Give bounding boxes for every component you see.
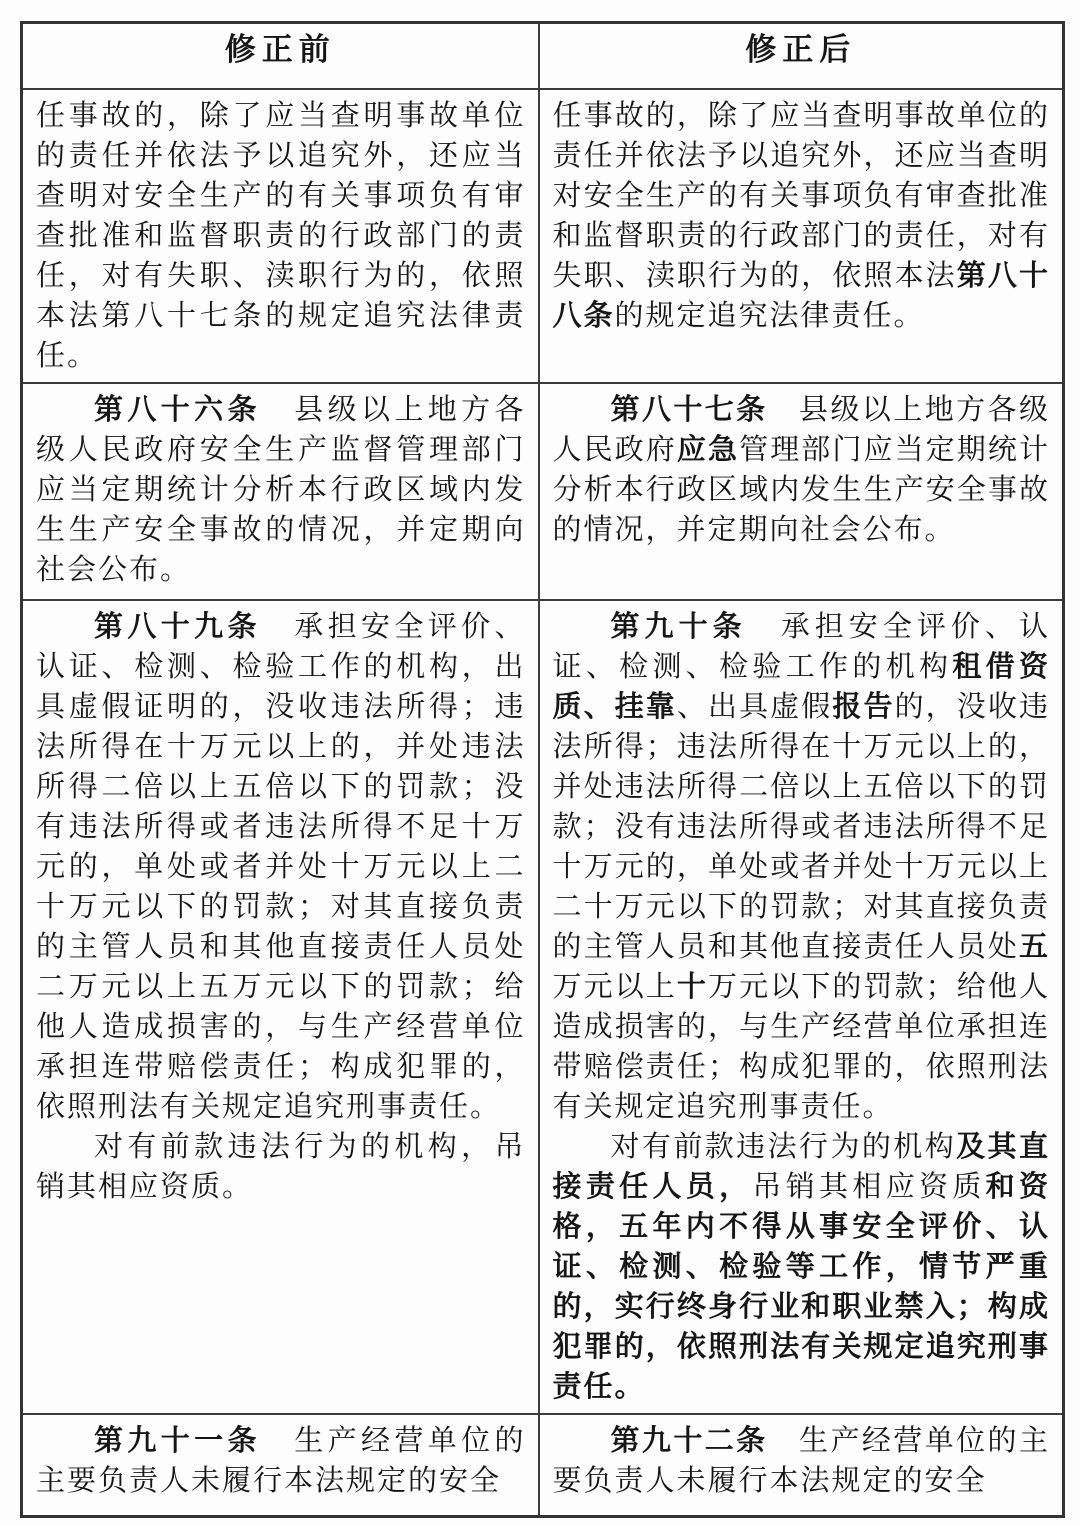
cell-before-row4 [22,1414,539,1517]
body-text: 对有前款违法行为的机构，吊销其相应资质。 [36,1130,526,1203]
body-text: 生产经营单位的主要负责人未履行本法规定的安全 [552,1424,1050,1497]
body-text: 吊销其相应资质 [752,1170,986,1203]
column-header-after: 修正后 [539,23,1064,89]
paragraph [553,1421,1051,1501]
cell-before-row3 [22,600,539,1414]
body-text: 任事故的，除了应当查明事故单位的责任并依法予以追究外，还应当查明对安全生产的有关事项负有审查批准和监督职责的行政部门的责任，对有失职、渎职行为的，依照本法 [552,99,1050,292]
amended-text: 五 [1018,930,1050,963]
table-row [22,383,1064,600]
body-text: 承担安全评价、认证、检测、检验工作的机构，出具虚假证明的，没收违法所得；违法所得在十万元以上的，并处违法所得二倍以上五倍以下的罚款；没有违法所得或者违法所得不足十万元的，单处或者并处十万元以上二十万元以下的罚款；对其直接负责的主管人员和其他直接责任人员处二万元以上五万元以下的罚款；给他人造成损害的，与生产经营单位承担连带赔偿责任；构成犯罪的，依照刑法有关规定追究刑事责任。 [36,610,526,1123]
table-row [22,1414,1064,1517]
paragraph [36,1421,526,1501]
paragraph [553,607,1051,1127]
cell-after-row2 [539,383,1064,600]
cell-before-row2 [22,383,539,600]
amended-text: 十 [676,970,708,1003]
amended-text: 和资格，五年内不得从事安全评价、认证、检测、检验等工作，情节严重的，实行终身行业和职业禁入；构成犯罪的，依照刑法有关规定追究刑事责任。 [552,1170,1050,1403]
body-text: 万元以下的罚款；给他人造成损害的，与生产经营单位承担连带赔偿责任；构成犯罪的，依照刑法有关规定追究刑事责任。 [552,970,1050,1123]
amended-text: 第九十二条 [610,1424,768,1457]
amendment-comparison-table [20,21,1065,1518]
paragraph [36,390,526,590]
body-text: 、出具虚假 [676,690,833,723]
cell-after-row4 [539,1414,1064,1517]
amended-text: 第八十七条 [610,393,768,426]
cell-before-row1 [22,89,539,383]
table-row [22,89,1064,383]
paragraph [553,96,1051,336]
paragraph [553,390,1051,550]
body-text: 县级以上地方各级人民政府 [552,393,1050,466]
body-text: 任事故的，除了应当查明事故单位的责任并依法予以追究外，还应当查明对安全生产的有关事项负有审查批准和监督职责的行政部门的责任，对有失职、渎职行为的，依照本法第八十七条的规定追究法律责任。 [36,99,526,372]
amended-text: 及其直接责任人员， [552,1130,1050,1203]
paragraph [36,96,526,376]
paragraph [553,1127,1051,1407]
body-text: 对有前款违法行为的机构 [610,1130,957,1163]
cell-after-row3 [539,600,1064,1414]
body-text: 县级以上地方各级人民政府安全生产监督管理部门应当定期统计分析本行政区域内发生生产安全事故的情况，并定期向社会公布。 [36,393,526,586]
body-text: 的，没收违法所得；违法所得在十万元以上的，并处违法所得二倍以上五倍以下的罚款；没有违法所得或者违法所得不足十万元的，单处或者并处十万元以上二十万元以下的罚款；对其直接负责的主管人员和其他直接责任人员处 [552,690,1050,963]
paragraph [36,607,526,1127]
amended-text: 租借资质、挂靠 [552,650,1050,723]
amended-text: 报告 [832,690,895,723]
amended-text: 第八十六条 [94,393,261,426]
body-text: 管理部门应当定期统计分析本行政区域内发生生产安全事故的情况，并定期向社会公布。 [552,433,1050,546]
body-text: 生产经营单位的主要负责人未履行本法规定的安全 [36,1424,526,1497]
body-text: 万元以上 [552,970,677,1003]
table-row [22,600,1064,1414]
amended-text: 第八十九条 [94,610,261,643]
amended-text: 第九十条 [610,610,747,643]
amended-text: 第九十一条 [94,1424,261,1457]
amended-text: 应急 [676,433,740,466]
body-text: 承担安全评价、认证、检测、检验工作的机构 [552,610,1050,683]
body-text: 的规定追究法律责任。 [614,299,925,332]
amended-text: 第八十八条 [552,259,1050,332]
paragraph [36,1127,526,1207]
header-row [22,23,1064,89]
column-header-before: 修正前 [22,23,539,89]
cell-after-row1 [539,89,1064,383]
